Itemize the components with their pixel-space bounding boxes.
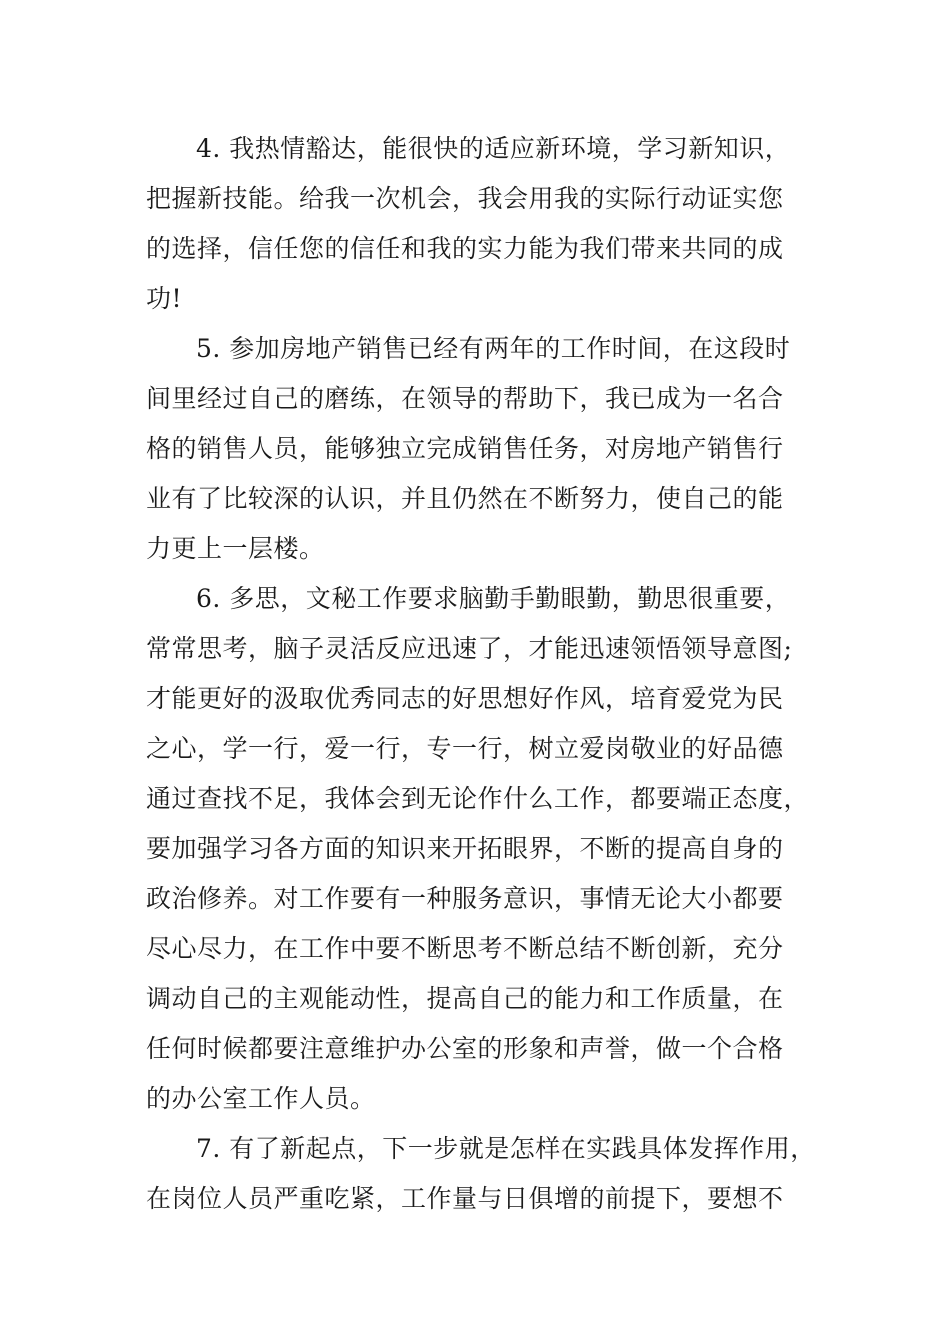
paragraph-5-line-5: 力更上一层楼。 (146, 534, 325, 563)
paragraph-4-line-1: 4. 我热情豁达，能很快的适应新环境，学习新知识， (196, 134, 791, 163)
paragraph-5-line-3: 格的销售人员，能够独立完成销售任务，对房地产销售行 (146, 434, 784, 463)
paragraph-6-line-7: 政治修养。对工作要有一种服务意识，事情无论大小都要 (146, 884, 784, 913)
paragraph-6-line-6: 要加强学习各方面的知识来开拓眼界，不断的提高自身的 (146, 834, 784, 863)
paragraph-6-line-5: 通过查找不足，我体会到无论作什么工作，都要端正态度， (146, 784, 810, 813)
paragraph-7-line-2: 在岗位人员严重吃紧，工作量与日俱增的前提下，要想不 (146, 1184, 784, 1213)
paragraph-4-line-2: 把握新技能。给我一次机会，我会用我的实际行动证实您 (146, 184, 784, 213)
paragraph-5-line-1: 5. 参加房地产销售已经有两年的工作时间，在这段时 (196, 334, 791, 363)
paragraph-5-line-2: 间里经过自己的磨练，在领导的帮助下，我已成为一名合 (146, 384, 784, 413)
paragraph-6-line-4: 之心，学一行，爱一行，专一行，树立爱岗敬业的好品德 (146, 734, 784, 763)
paragraph-7-line-1: 7. 有了新起点，下一步就是怎样在实践具体发挥作用， (196, 1134, 816, 1163)
paragraph-6-line-10: 任何时候都要注意维护办公室的形象和声誉，做一个合格 (146, 1034, 784, 1063)
paragraph-4-line-3: 的选择，信任您的信任和我的实力能为我们带来共同的成 (146, 234, 784, 263)
paragraph-4-line-4: 功! (146, 284, 183, 313)
paragraph-6-line-1: 6. 多思，文秘工作要求脑勤手勤眼勤，勤思很重要， (196, 584, 791, 613)
paragraph-6-line-3: 才能更好的汲取优秀同志的好思想好作风，培育爱党为民 (146, 684, 784, 713)
paragraph-6-line-2: 常常思考，脑子灵活反应迅速了，才能迅速领悟领导意图; (146, 634, 793, 663)
paragraph-5-line-4: 业有了比较深的认识，并且仍然在不断努力，使自己的能 (146, 484, 784, 513)
paragraph-6-line-8: 尽心尽力，在工作中要不断思考不断总结不断创新，充分 (146, 934, 784, 963)
paragraph-6-line-11: 的办公室工作人员。 (146, 1084, 376, 1113)
paragraph-6-line-9: 调动自己的主观能动性，提高自己的能力和工作质量，在 (146, 984, 784, 1013)
